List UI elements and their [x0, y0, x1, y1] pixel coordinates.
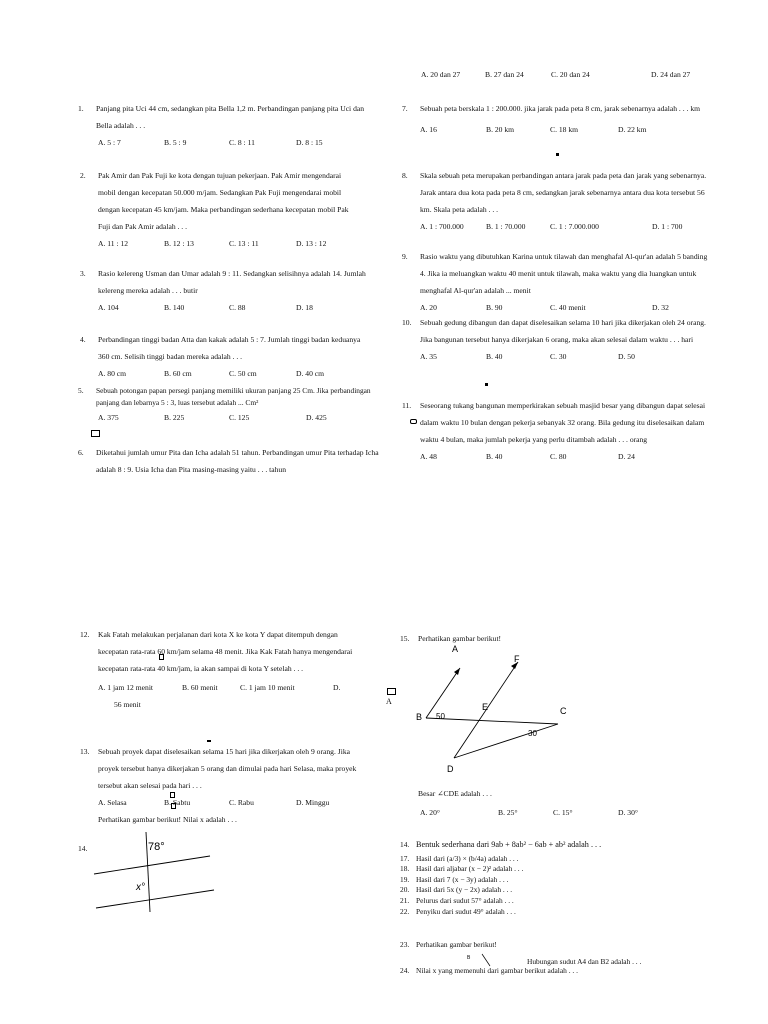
option-a: A. 375	[98, 413, 119, 422]
line-bc	[426, 718, 558, 724]
question-number: 9.	[402, 252, 408, 261]
option-a: A. 20°	[420, 808, 440, 817]
question-text: Besar ∠CDE adalah . . .	[418, 789, 492, 798]
question-text: Rasio kelereng Usman dan Umar adalah 9 : 11. Sedangkan selisihnya adalah 14. Jumlah kelereng mereka adalah . . . butir	[98, 269, 366, 295]
line-dc	[454, 724, 558, 758]
angle-label-x: x°	[136, 882, 145, 893]
question-text: Perhatikan gambar berikut!	[418, 634, 502, 643]
q14-intro: Perhatikan gambar berikut! Nilai x adalah . . .	[98, 815, 237, 824]
option-b: B. 140	[164, 303, 185, 312]
question-24: 24. Nilai x yang memenuhi dari gambar berikut adalah . . .	[400, 966, 578, 975]
point-a-label: A	[452, 644, 459, 654]
option-d: D. 22 km	[618, 125, 647, 134]
question-text: Panjang pita Uci 44 cm, sedangkan pita Bella 1,2 m. Perbandingan panjang pita Uci dan Bella adalah . . .	[96, 104, 365, 130]
option-c: C. 80	[550, 452, 567, 461]
list-item: 17. Hasil dari (a/3) × (b/4a) adalah . . .	[400, 853, 519, 863]
question-1	[78, 100, 378, 151]
option-b: B. 40	[486, 352, 503, 361]
point-b-label: B	[416, 712, 423, 722]
option-c: C. 15°	[553, 808, 573, 817]
question-number: 12.	[80, 630, 90, 639]
options	[98, 679, 370, 696]
question-6	[78, 444, 386, 478]
option-c: C. 8 : 11	[229, 138, 255, 147]
point-d-label: D	[447, 764, 454, 774]
question-number: 10.	[402, 318, 412, 327]
option-b: B. 5 : 9	[164, 138, 187, 147]
option-a: A. 1 jam 12 menit	[98, 683, 154, 692]
dot-mark	[556, 153, 559, 156]
option-d: D. 13 : 12	[296, 239, 327, 248]
question-4	[80, 331, 370, 382]
option-a: A. 48	[420, 452, 437, 461]
options	[420, 448, 710, 465]
option-d: D.	[333, 683, 341, 692]
option-d: D. 40 cm	[296, 369, 325, 378]
options	[98, 235, 360, 252]
option-c: C. 20 dan 24	[551, 70, 590, 79]
question-number: 7.	[402, 104, 408, 113]
option-d: D. 18	[296, 303, 313, 312]
option-a: A. Selasa	[98, 798, 127, 807]
list-item: 20. Hasil dari 5x (y − 2x) adalah . . .	[400, 885, 513, 895]
question-text: Diketahui jumlah umur Pita dan Icha adalah 51 tahun. Perbandingan umur Pita terhadap Icha adalah 8 : 9. Usia Icha dan Pita masing-masing yaitu . . . tahun	[96, 448, 379, 474]
option-d: D. Minggu	[296, 798, 330, 807]
options	[98, 365, 370, 382]
question-8	[402, 167, 710, 235]
option-a: A. 80 cm	[98, 369, 127, 378]
option-a: A. 11 : 12	[98, 239, 129, 248]
option-b: B. 12 : 13	[164, 239, 194, 248]
question-9	[402, 248, 710, 316]
options	[420, 348, 710, 365]
list-item: 19. Hasil dari 7 (x − 3y) adalah . . .	[400, 874, 509, 884]
dot-mark	[207, 740, 211, 742]
options	[98, 794, 370, 811]
question-number: 6.	[78, 448, 84, 457]
question-2	[80, 167, 360, 252]
list-item: 21. Pelurus dari sudut 57° adalah . . .	[400, 895, 514, 905]
question-12	[80, 626, 370, 713]
options	[96, 412, 386, 429]
options	[420, 121, 710, 138]
question-number: 13.	[80, 747, 90, 756]
option-d: D. 32	[652, 303, 669, 312]
question-23: 23. Perhatikan gambar berikut!	[400, 940, 497, 949]
question-number: 4.	[80, 335, 86, 344]
list-item: 18. Hasil dari aljabar (x − 2)² adalah . . .	[400, 864, 524, 874]
angle-c-label: 30	[528, 729, 537, 738]
question-11	[402, 397, 710, 465]
option-d: D. 50	[618, 352, 635, 361]
question-number: 2.	[80, 171, 86, 180]
edit-marker-icon	[410, 419, 417, 424]
point-f-label: F	[514, 654, 520, 664]
triangle-figure	[410, 640, 580, 780]
option-a: A. 20 dan 27	[421, 70, 461, 79]
option-c: C. 50 cm	[229, 369, 257, 378]
stray-label: A	[386, 697, 392, 706]
option-a: A. 104	[98, 303, 119, 312]
options	[420, 218, 710, 235]
option-c: C. 125	[229, 413, 250, 422]
question-15-prompt	[418, 785, 658, 821]
option-a: A. 35	[420, 352, 437, 361]
option-d: D. 1 : 700	[652, 222, 683, 231]
angle-b-label: 50	[436, 712, 445, 721]
question-number: 3.	[80, 269, 86, 278]
question-text: Sebuah potongan papan persegi panjang memiliki ukuran panjang 25 Cm. Jika perbandingan panjang dan lebarnya 5 : 3, luas tersebut adalah ... Cm²	[96, 386, 371, 407]
option-b: B. 40	[486, 452, 503, 461]
option-d: D. 425	[306, 413, 327, 422]
option-b: B. 60 menit	[182, 683, 218, 692]
option-b: B. 20 km	[486, 125, 515, 134]
option-b: B. 225	[164, 413, 185, 422]
question-14-number: 14.	[78, 844, 88, 853]
small-box-mark	[171, 803, 176, 809]
question-text: Sebuah proyek dapat diselesaikan selama 15 hari jika dikerjakan oleh 9 orang. Jika proyek tersebut hanya dikerjakan 5 orang dan dimulai pada hari Selasa, maka proyek tersebut akan selesai pada hari . . .	[98, 747, 357, 790]
question-13	[80, 743, 370, 828]
top-options	[421, 70, 741, 87]
option-a: A. 20	[420, 303, 437, 312]
point-e-label: E	[482, 702, 489, 712]
ray-ba	[426, 668, 460, 718]
question-text: Sebuah peta berskala 1 : 200.000. jika jarak pada peta 8 cm, jarak sebenarnya adalah . . . km	[420, 104, 701, 113]
question-number: 1.	[78, 104, 84, 113]
option-a: A. 16	[420, 125, 437, 134]
option-d: D. 30°	[618, 808, 638, 817]
question-5	[78, 385, 386, 429]
option-c: C. 30	[550, 352, 567, 361]
question-text: Rasio waktu yang dibutuhkan Karina untuk tilawah dan menghafal Al-qur'an adalah 5 banding 4. Jika ia meluangkan waktu 40 menit untuk tilawah, maka waktu yang dia luangkan untuk menghafal Al-qur'an adalah ... menit	[420, 252, 708, 295]
option-a: A. 5 : 7	[98, 138, 121, 147]
small-box-mark	[170, 792, 175, 798]
option-b: B. 90	[486, 303, 503, 312]
small-box-mark	[91, 430, 100, 437]
small-box-mark	[159, 654, 164, 660]
angle-label-78: 78°	[148, 841, 165, 853]
question-list	[400, 840, 601, 917]
dot-mark	[485, 383, 488, 386]
list-item: 22. Penyiku dari sudut 49° adalah . . .	[400, 906, 516, 916]
parallel-lines-figure	[90, 830, 220, 916]
question-7	[402, 100, 710, 138]
option-c: C. Rabu	[229, 798, 254, 807]
q23-side-text: Hubungan sudut A4 dan B2 adalah . . .	[527, 957, 642, 966]
question-10	[402, 314, 710, 365]
question-number: 8.	[402, 171, 408, 180]
option-c: C. 18 km	[550, 125, 579, 134]
fig-line	[482, 954, 490, 966]
option-b: B. 27 dan 24	[485, 70, 524, 79]
point-c-label: C	[560, 706, 567, 716]
option-d: D. 24 dan 27	[651, 70, 691, 79]
option-d: D. 24	[618, 452, 635, 461]
options	[96, 134, 378, 151]
option-a: A. 1 : 700.000	[420, 222, 464, 231]
small-box-mark	[387, 688, 396, 695]
list-item: 14. Bentuk sederhana dari 9ab + 8ab² − 6ab + ab² adalah . . .	[400, 840, 602, 849]
question-text: Sebuah gedung dibangun dan dapat diselesaikan selama 10 hari jika dikerjakan oleh 24 orang. Jika bangunan tersebut hanya dikerjakan 6 orang, maka akan selesai dalam waktu . . . hari	[420, 318, 706, 344]
option-d-value: 56 menit	[114, 700, 141, 709]
option-c: C. 88	[229, 303, 246, 312]
parallel-line-bottom	[96, 890, 214, 908]
option-d: D. 8 : 15	[296, 138, 323, 147]
option-b: B. 1 : 70.000	[486, 222, 526, 231]
option-c: C. 1 : 7.000.000	[550, 222, 599, 231]
options	[98, 299, 370, 316]
question-3	[80, 265, 370, 316]
options	[418, 804, 658, 821]
option-c: C. 40 menit	[550, 303, 586, 312]
question-number: 11.	[402, 401, 412, 410]
option-c: C. 13 : 11	[229, 239, 259, 248]
parallel-line-top	[94, 856, 210, 874]
question-text: Seseorang tukang bangunan memperkirakan sebuah masjid besar yang dibangun dapat selesai dalam waktu 10 bulan dengan pekerja sebanyak 32 orang. Bila gedung itu diselesaikan dalam waktu 4 bulan, maka jumlah pekerja yang perlu ditambah adalah . . . orang	[420, 401, 706, 444]
option-b: B. 60 cm	[164, 369, 192, 378]
option-b: B. 25°	[498, 808, 518, 817]
fig-label: B	[467, 955, 471, 961]
question-text: Pak Amir dan Pak Fuji ke kota dengan tujuan pekerjaan. Pak Amir mengendarai mobil dengan kecepatan 50.000 m/jam. Sedangkan Pak Fuji mengendarai mobil dengan kecepatan 45 km/jam. Maka perbandingan sederhana kecepatan mobil Pak Fuji dan Pak Amir adalah . . .	[98, 171, 349, 231]
question-number: 15.	[400, 634, 410, 643]
option-b: B. Sabtu	[164, 798, 191, 807]
question-number: 5.	[78, 386, 84, 395]
arrow-a-icon	[454, 668, 460, 675]
question-text: Skala sebuah peta merupakan perbandingan antara jarak pada peta dan jarak yang sebenarnya. Jarak antara dua kota pada peta 8 cm, sedangkan jarak sebenarnya antara dua kota tersebut 56 km. Skala peta adalah . . .	[420, 171, 707, 214]
question-text: Kak Fatah melakukan perjalanan dari kota X ke kota Y dapat ditempuh dengan kecepatan rata-rata 60 km/jam selama 48 menit. Jika Kak Fatah hanya mengendarai kecepatan rata-rata 40 km/jam, ia akan sampai di kota Y setelah . . .	[98, 630, 353, 673]
option-c: C. 1 jam 10 menit	[240, 683, 295, 692]
question-text: Perbandingan tinggi badan Atta dan kakak adalah 5 : 7. Jumlah tinggi badan keduanya 360 cm. Selisih tinggi badan mereka adalah . . .	[98, 335, 361, 361]
